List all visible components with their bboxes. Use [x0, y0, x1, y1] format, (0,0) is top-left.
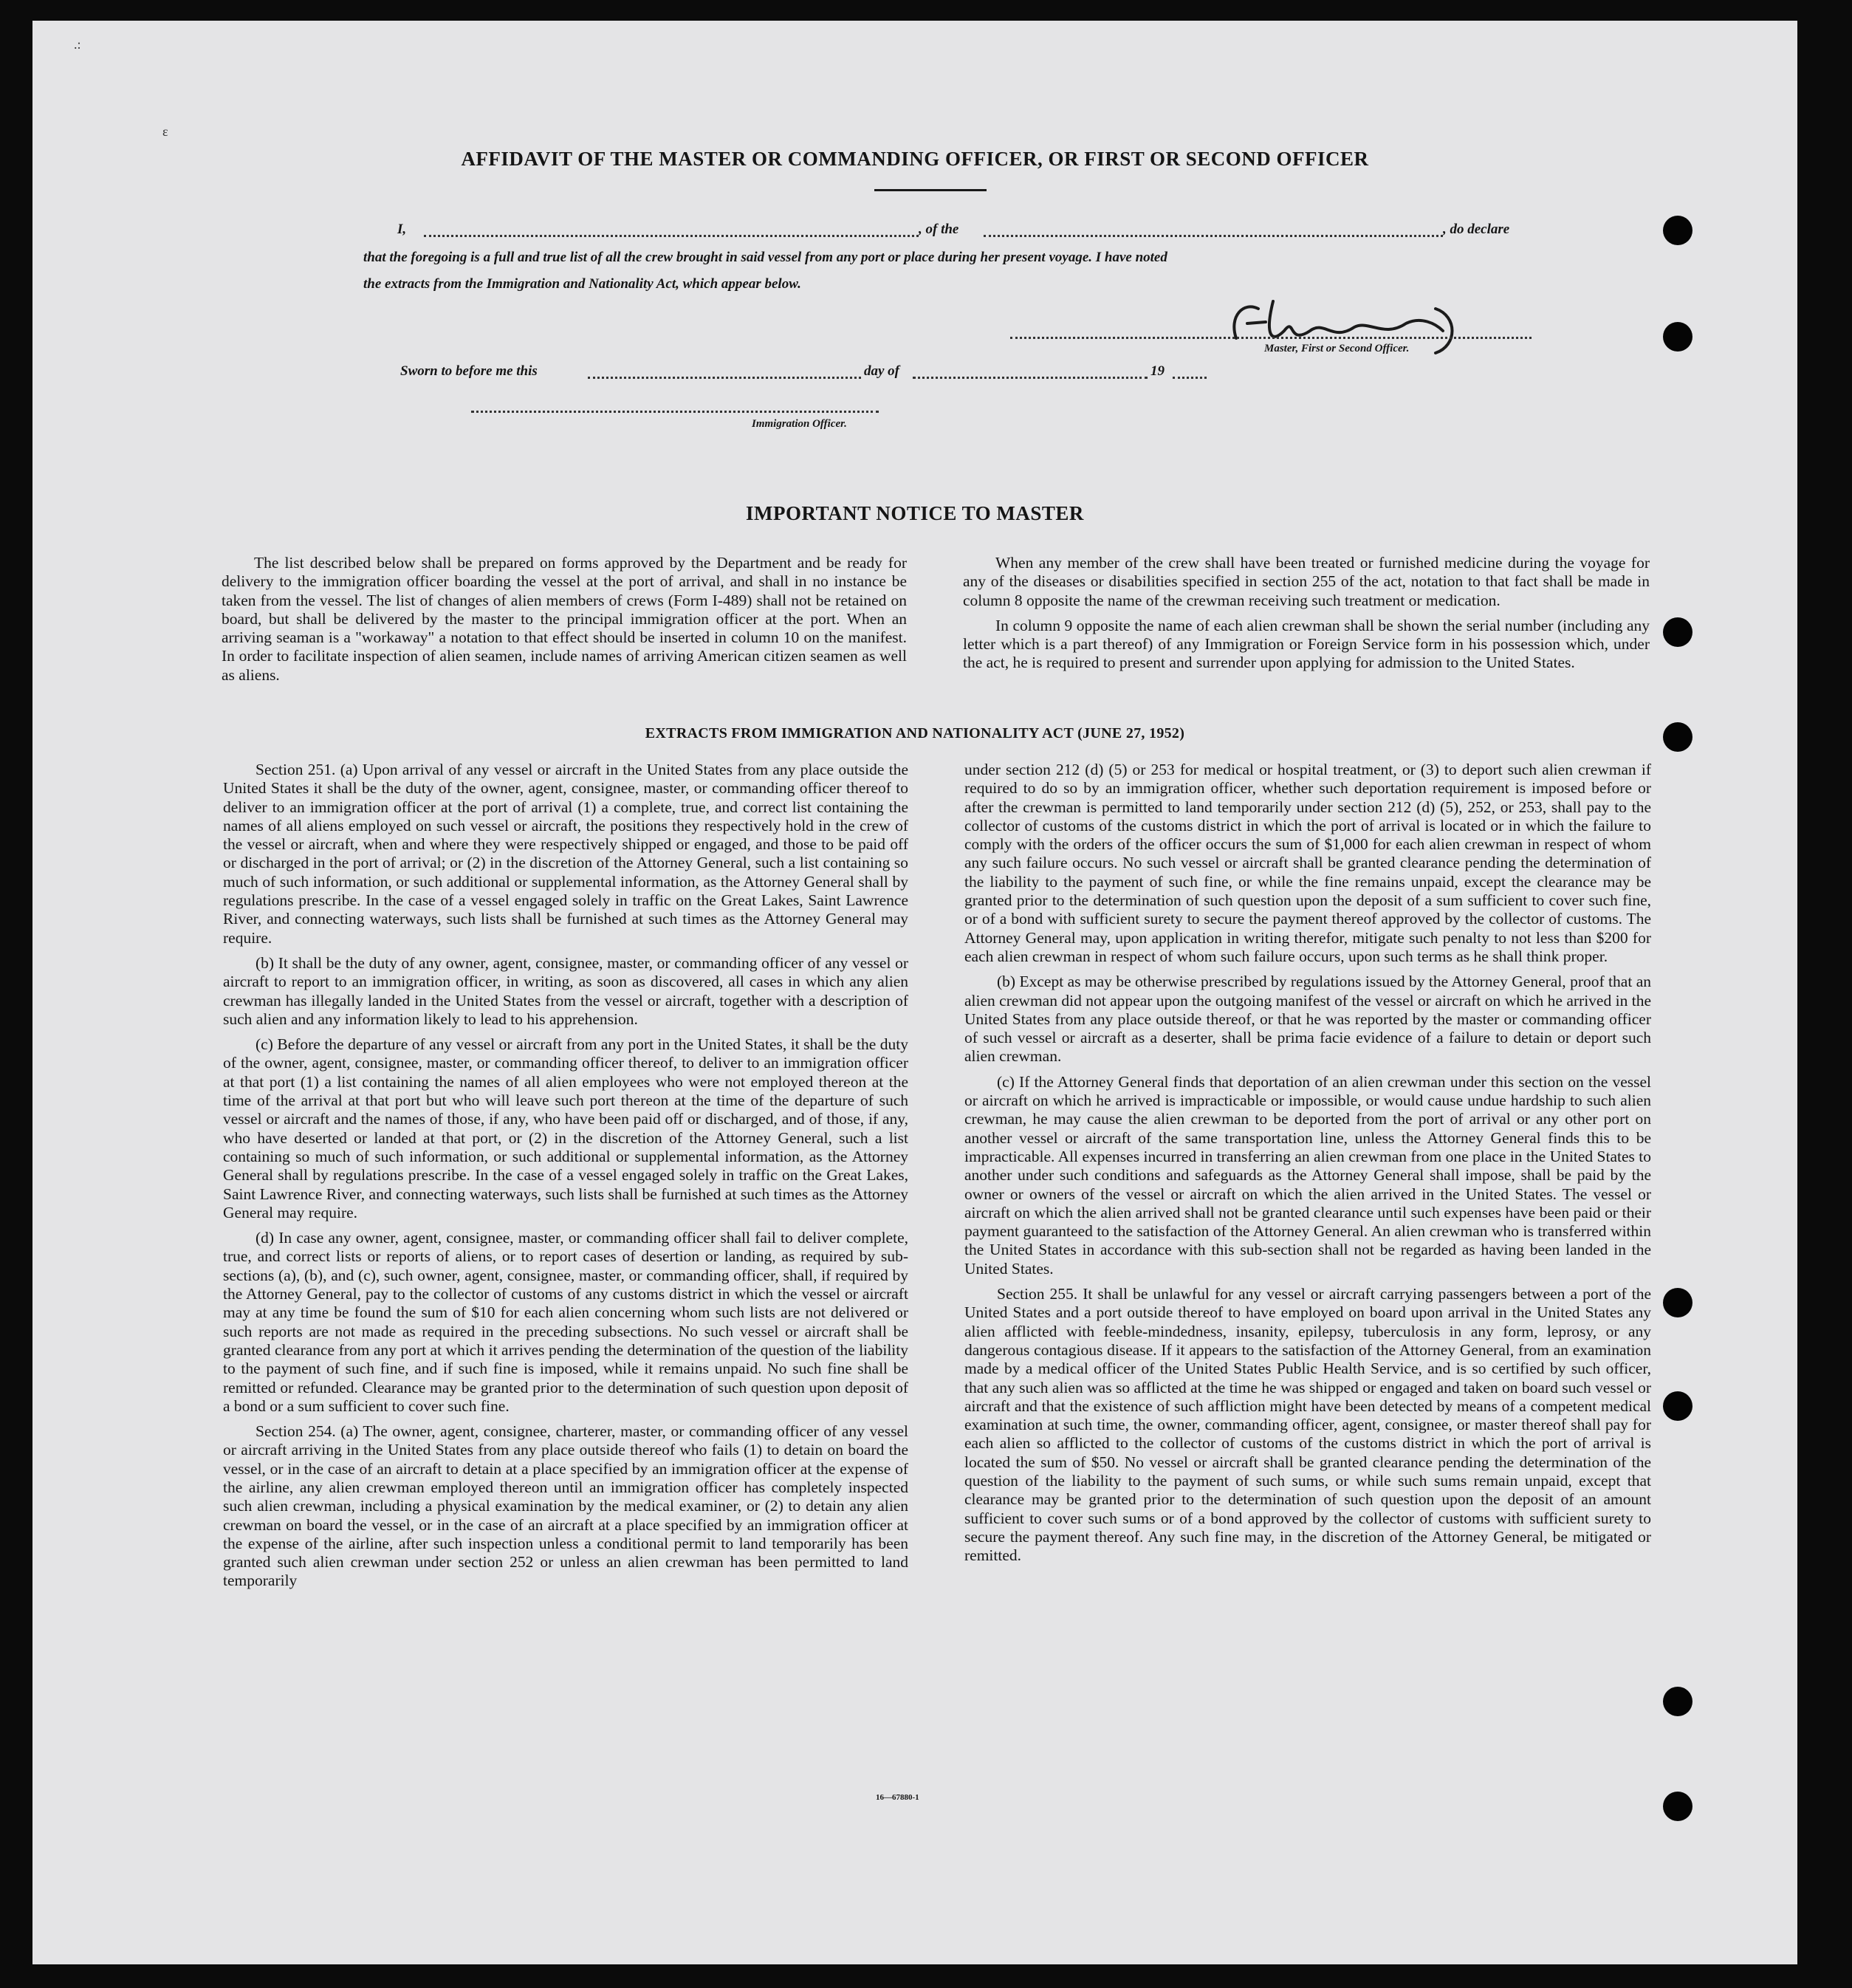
punch-hole [1663, 1792, 1692, 1821]
extracts-title: EXTRACTS FROM IMMIGRATION AND NATIONALITY ACT (JUNE 27, 1952) [645, 725, 1185, 741]
act-section-paragraph: (c) If the Attorney General finds that deportation of an alien crewman under this section on the vessel or aircraft on which he arrived is impracticable or impossible, or would cause undue hardship to such alien crewman, he may cause the alien crewman to be deported from the port of arrival or any other port on another vessel or aircraft of the same transportation line, unless the Attorney General finds this to be impracticable. All expenses incurred in transferring an alien crewman from one place in the United States to another under such conditions and safeguards as the Attorney General shall impose, shall be paid by the owner or owners of the vessel or aircraft on which the alien arrived in the United States. The vessel or aircraft on which the alien arrived shall not be granted clearance until such expenses have been paid or their payment guaranteed to the satisfaction of the Attorney General. An alien crewman who is transferred within the United States in accordance with this sub-section shall not be regarded as having been landed in the United States. [964, 1072, 1651, 1278]
officer-signature-line[interactable] [471, 411, 879, 413]
act-section-paragraph: (c) Before the departure of any vessel or aircraft from any port in the United States, it shall be the duty of the owner, agent, consignee, master, or commanding officer thereof, to deliver to an immigration officer at that port (1) a list containing the names of all alien employees who were not employed thereon at the time of the arrival at that port but who will leave such port thereon at the time of the departure of such vessel or aircraft and the names of those, if any, who have been paid off or discharged, and of those, if any, who have deserted or landed at that port, or (2) in the discretion of the Attorney General, such a list containing so much of such information, or such additional or supplemental information, as the Attorney General shall by regulations prescribe. In the case of a vessel engaged solely in traffic on the Great Lakes, Saint Lawrence River, and connecting waterways, such lists shall be furnished at such times as the Attorney General may require. [223, 1035, 908, 1221]
sworn-year-field[interactable] [1173, 377, 1207, 379]
day-of-label: day of [864, 363, 900, 379]
punch-hole [1663, 216, 1692, 245]
margin-mark: ɛ [162, 124, 168, 139]
vessel-name-field[interactable] [984, 235, 1443, 237]
extracts-left-column [223, 761, 908, 1597]
punch-hole [1663, 322, 1692, 352]
declarant-name-field[interactable] [424, 235, 919, 237]
signature-line[interactable] [1010, 337, 1532, 339]
of-the-label: , of the [919, 222, 959, 237]
affidavit-title: AFFIDAVIT OF THE MASTER OR COMMANDING OFFICER, OR FIRST OR SECOND OFFICER [461, 148, 1369, 170]
act-section-paragraph: (b) Except as may be otherwise prescribed by regulations issued by the Attorney General, proof that an alien crewman did not appear upon the outgoing manifest of the vessel or aircraft on which he arrived in the United States from any place outside thereof, or that he was reported by the master or commanding officer of such vessel or aircraft as a deserter, shall be prima facie evidence of a failure to detain or deport such alien crewman. [964, 973, 1651, 1066]
notice-paragraph: In column 9 opposite the name of each alien crewman shall be shown the serial number (including any letter which is a part thereof) of any Immigration or Foreign Service form in his possession which, under the act, he is required to present and surrender upon applying for admission to the United States. [963, 616, 1650, 672]
act-section-paragraph: (d) In case any owner, agent, consignee, master, or commanding officer shall fail to deliver complete, true, and correct lists or reports of aliens, or to report cases of desertion or landing, as required by sub-sections (a), (b), and (c), such owner, agent, consignee, master, or commanding officer, shall, if required by the Attorney General, pay to the collector of customs of any customs district in which the vessel or aircraft may at any time be found the sum of $10 for each alien concerning whom such lists are not delivered or such reports are not made as required in the preceding subsections. No such vessel or aircraft shall be granted clearance from any port at which it arrives pending the determination of the question of the liability to the payment of such fine, and if such fine is imposed, while it remains unpaid. No such fine shall be remitted or refunded. Clearance may be granted prior to the determination of such question upon deposit of a bond or a sum sufficient to cover such fine. [223, 1229, 908, 1415]
punch-hole [1663, 1687, 1692, 1716]
margin-mark: .: [74, 37, 81, 52]
sworn-month-field[interactable] [913, 377, 1148, 379]
notice-left-column [222, 554, 907, 691]
punch-hole [1663, 617, 1692, 647]
act-section-paragraph: under section 212 (d) (5) or 253 for medical or hospital treatment, or (3) to deport such alien crewman if required to do so by an immigration officer, whether such deportation requirement is imposed before or after the crewman is permitted to land temporarily under section 212 (d) (5), 252, or 253, shall pay to the collector of customs of the customs district in which the port of arrival is located or in which the failure to comply with the orders of the officer occurs the sum of $1,000 for each alien crewman in respect of whom any such failure occurs. No such vessel or aircraft shall be granted clearance pending the determination of the liability to the payment of such fine, or while the fine remains unpaid, except the clearance may be granted prior to the determination of such question upon the deposit of a sum sufficient to cover such fine, or of a bond with sufficient surety to secure the payment thereof approved by the collector of customs. The Attorney General may, upon application in writing therefor, mitigate such penalty to not less than $200 for each alien crewman in respect of whom such failure occurs, upon such terms as he shall think proper. [964, 761, 1651, 965]
title-rule [874, 189, 987, 191]
do-declare-label: , do declare [1443, 222, 1510, 237]
act-section-paragraph: Section 255. It shall be unlawful for any vessel or aircraft carrying passengers between a port of the United States and a port outside thereof to have employed on board upon arrival in the United States any alien afflicted with feeble-mindedness, insanity, epilepsy, tuberculosis in any form, leprosy, or any dangerous contagious disease. If it appears to the satisfaction of the Attorney General, from an examination made by a medical officer of the United States Public Health Service, and is so certified by such officer, that any such alien was so afflicted at the time he was shipped or engaged and taken on board such vessel or aircraft and that the existence of such affliction might have been detected by means of a competent medical examination at such time, the owner, commanding officer, agent, consignee, or master thereof shall pay for each alien so afflicted to the collector of customs of the customs district in which the port of arrival is located the sum of $50. No vessel or aircraft shall be granted clearance pending the determination of the question of the liability to the payment of such sums, or while such sums remain unpaid, except that clearance may be granted prior to the determination of such question upon the deposit of an amount sufficient to cover such sums or of a bond approved by the collector of customs with sufficient surety to secure the payment thereof. Any such fine may, in the discretion of the Attorney General, be mitigated or remitted. [964, 1285, 1651, 1565]
act-section-paragraph: Section 251. (a) Upon arrival of any vessel or aircraft in the United States from any place outside the United States it shall be the duty of the owner, agent, consignee, master, or commanding officer thereof to deliver to an immigration officer at the port of arrival (1) a complete, true, and correct list containing the names of all aliens employed on such vessel or aircraft, the positions they respectively hold in the crew of the vessel or aircraft, when and where they were respectively shipped or engaged, and those to be paid off or discharged in the port of arrival; or (2) in the discretion of the Attorney General, such a list containing so much of such information, or such additional or supplemental information, as the Attorney General shall by regulations prescribe. In the case of a vessel engaged solely in traffic on the Great Lakes, Saint Lawrence River, and connecting waterways, such lists shall be furnished at such times as the Attorney General may require. [223, 761, 908, 947]
declaration-line-3: the extracts from the Immigration and Nationality Act, which appear below. [363, 276, 801, 292]
sworn-day-field[interactable] [588, 377, 861, 379]
year-prefix: 19 [1150, 363, 1165, 379]
print-code: 16—67880-1 [876, 1793, 919, 1802]
punch-hole [1663, 1288, 1692, 1317]
act-section-paragraph: (b) It shall be the duty of any owner, agent, consignee, master, or commanding officer of any vessel or aircraft to report to an immigration officer, in writing, as soon as discovered, all cases in which any alien crewman has illegally landed in the United States from the vessel or aircraft, together with a description of such alien and any information likely to lead to his apprehension. [223, 953, 908, 1028]
document-page [32, 21, 1797, 1964]
extracts-right-column [964, 761, 1651, 1571]
sworn-label: Sworn to before me this [400, 363, 538, 379]
notice-paragraph: When any member of the crew shall have been treated or furnished medicine during the voyage for any of the diseases or disabilities specified in section 255 of the act, notation to that fact shall be made in column 8 opposite the name of the crewman receiving such treatment or medication. [963, 554, 1650, 609]
act-section-paragraph: Section 254. (a) The owner, agent, consignee, charterer, master, or commanding officer of any vessel or aircraft arriving in the United States from any place outside thereof who fails (1) to detain on board the vessel, or in the case of an aircraft to detain at a place specified by an immigration officer at the expense of the airline, any alien crewman employed thereon until an immigration officer has completely inspected such alien crewman, including a physical examination by the medical examiner, or (2) to detain any alien crewman on board the vessel, or in the case of an aircraft at a place specified by an immigration officer at the expense of the airline, after such inspection unless a conditional permit to land temporarily has been granted such alien crewman under section 252 or unless an alien crewman has been permitted to land temporarily [223, 1422, 908, 1590]
signature-caption: Master, First or Second Officer. [1264, 343, 1410, 354]
notice-paragraph: The list described below shall be prepared on forms approved by the Department and be ready for delivery to the immigration officer boarding the vessel at the port of arrival, and shall in no instance be taken from the vessel. The list of changes of alien members of crews (Form I-489) shall not be retained on board, but shall be delivered by the master to the principal immigration officer at the port. When an arriving seaman is a "workaway" a notation to that effect should be inserted in column 10 on the manifest. In order to facilitate inspection of alien seamen, include names of arriving American citizen seamen as well as aliens. [222, 554, 907, 684]
notice-right-column [963, 554, 1650, 679]
declaration-line-2: that the foregoing is a full and true list of all the crew brought in said vessel from any port or place during her present voyage. I have noted [363, 250, 1167, 265]
notice-title: IMPORTANT NOTICE TO MASTER [746, 502, 1084, 524]
punch-hole [1663, 1391, 1692, 1421]
declarant-label: I, [397, 222, 407, 237]
officer-caption: Immigration Officer. [752, 418, 847, 430]
